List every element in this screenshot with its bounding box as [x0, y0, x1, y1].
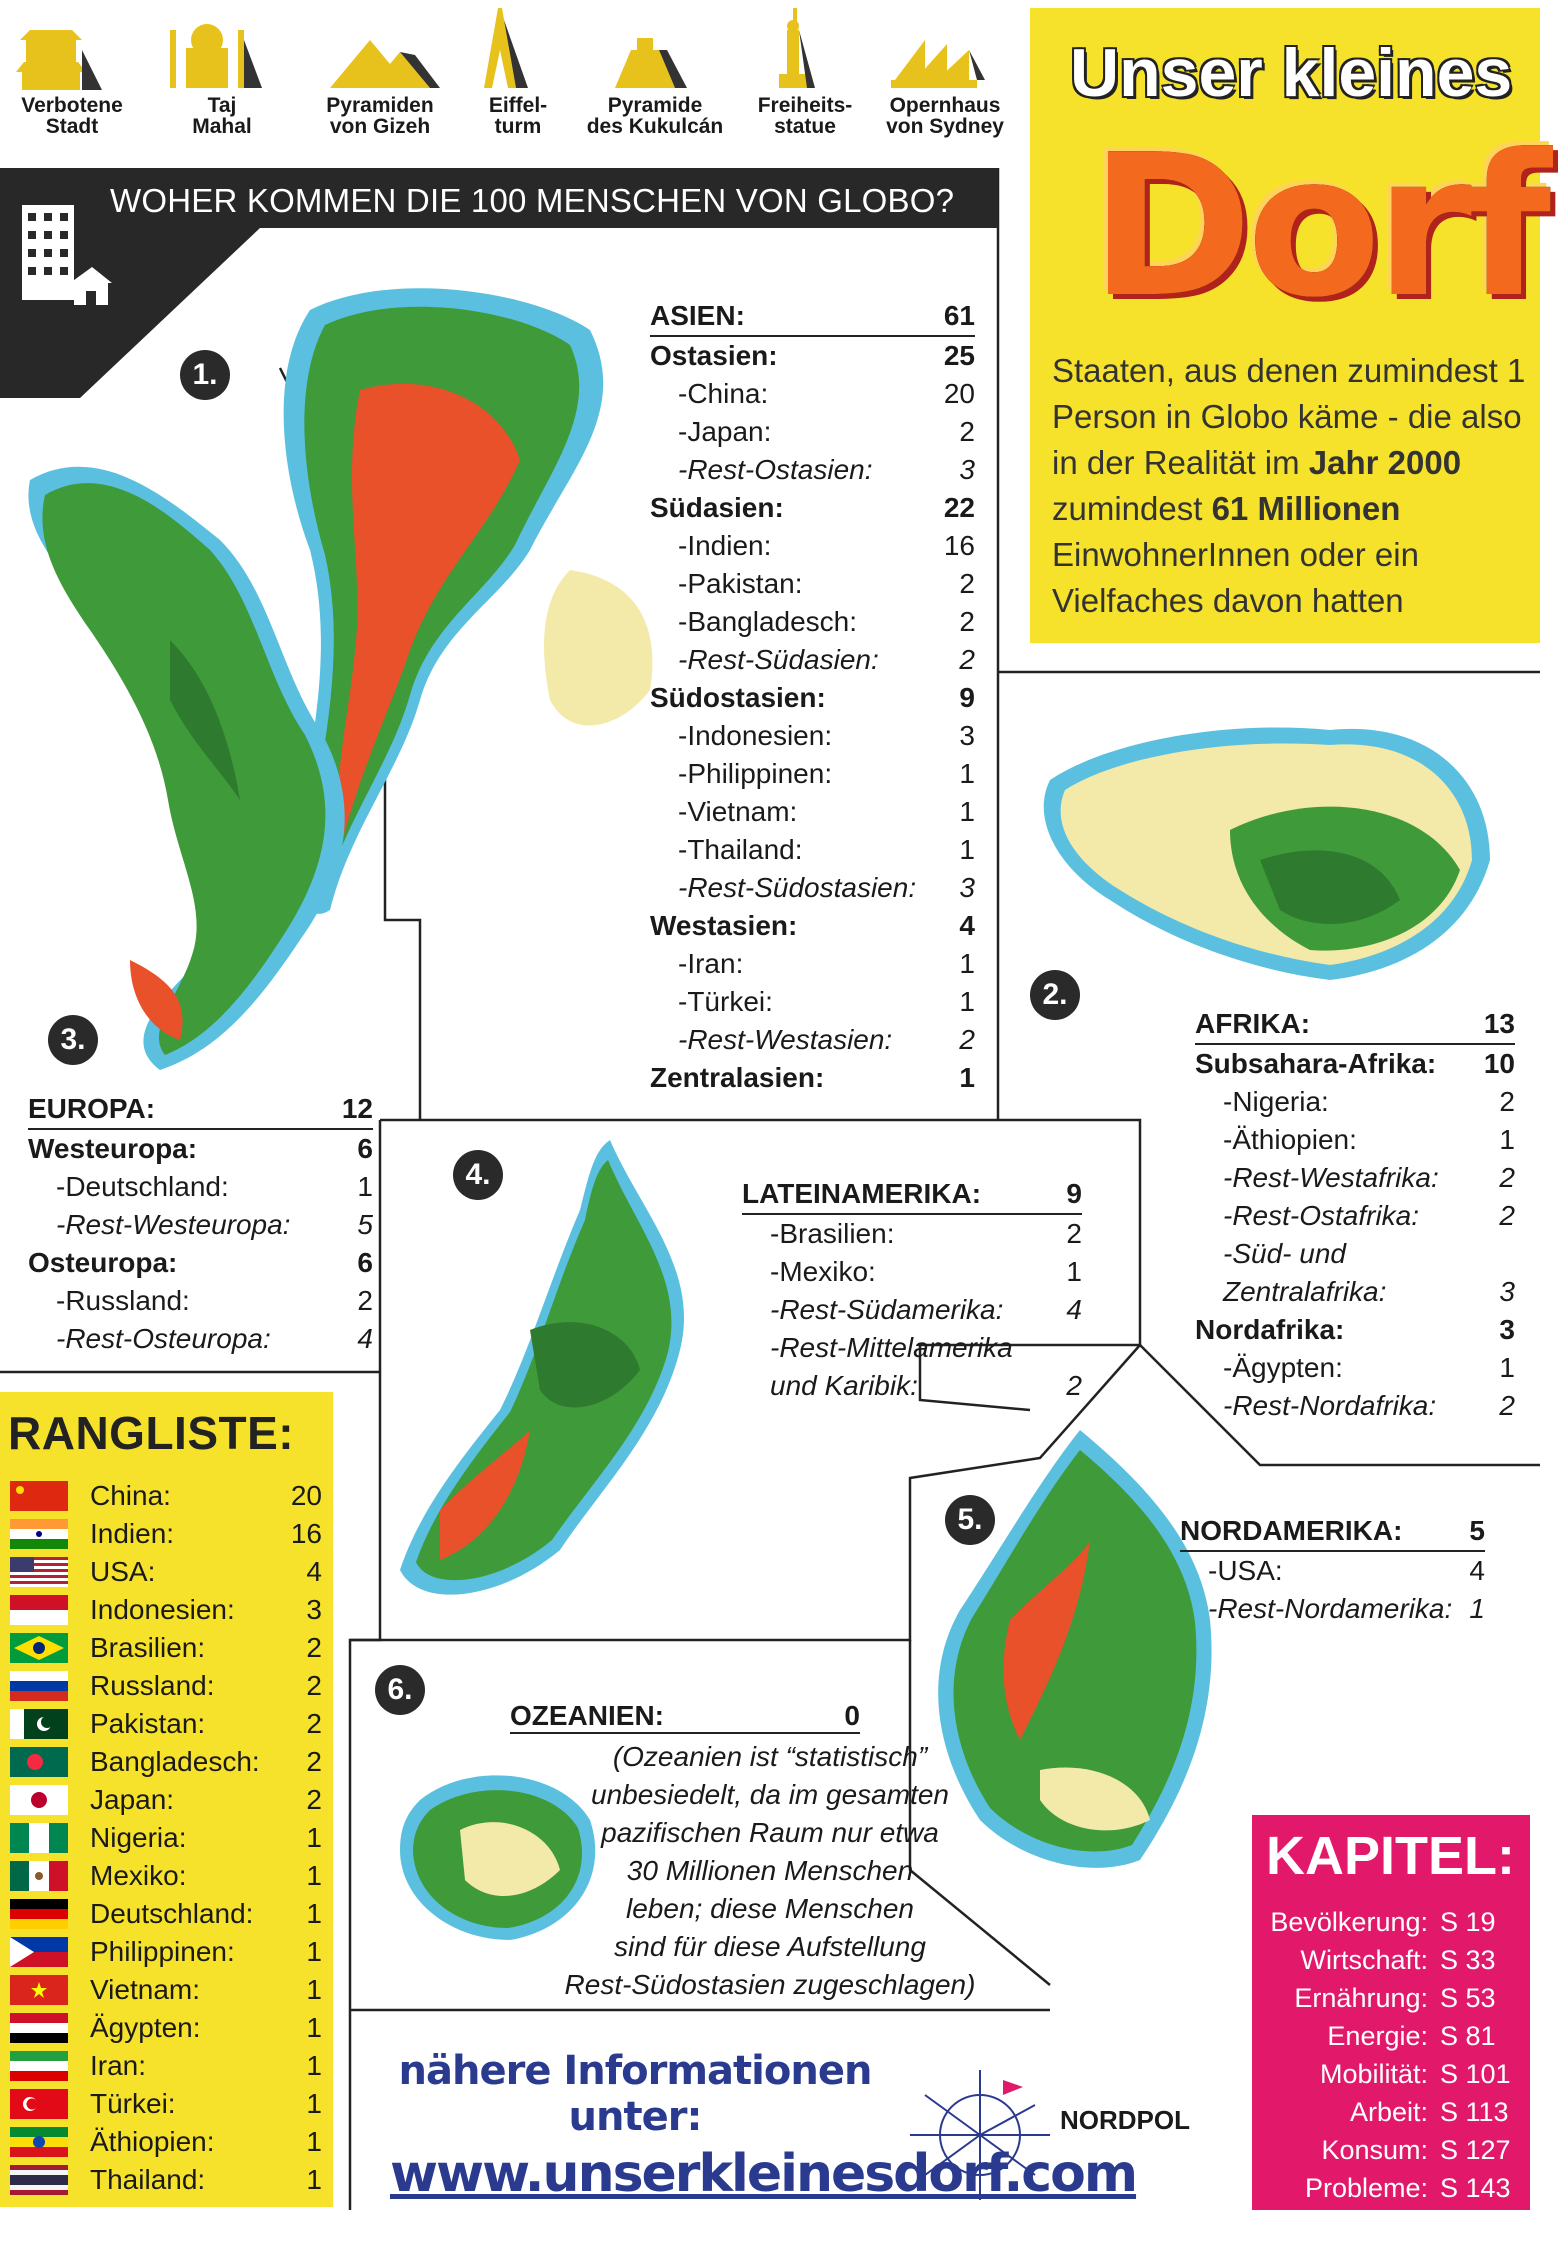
africa-row: -Rest-Westafrika: 2: [1223, 1162, 1515, 1193]
oceania-block: [510, 1700, 1030, 2004]
ranking-value: 1: [306, 1822, 322, 1853]
ranking-item: [10, 1629, 322, 1667]
europe-header: EUROPA: 12: [28, 1090, 373, 1130]
flag-bangladesh-icon: [10, 1747, 68, 1777]
ranking-item: [10, 1705, 322, 1743]
landmark-label: Eiffel- turm: [488, 94, 548, 138]
ranking-item: [10, 1477, 322, 1515]
ranking-country: Bangladesch:: [90, 1746, 260, 1777]
ranking-panel: [0, 1392, 333, 2207]
flag-turkey-icon: [10, 2089, 68, 2119]
statue-of-liberty-icon: [745, 0, 865, 95]
map-latin-america: [380, 1130, 720, 1610]
ranking-item: [10, 1667, 322, 1705]
table-asia: [650, 297, 975, 1097]
latin-america-row: -Brasilien: 2: [770, 1218, 1082, 1249]
ranking-country: Deutschland:: [90, 1898, 254, 1929]
flag-pakistan-icon: [10, 1709, 68, 1739]
table-europe: [28, 1090, 373, 1358]
flag-egypt-icon: [10, 2013, 68, 2043]
ranking-item: [10, 2123, 322, 2161]
building-icon: [22, 205, 112, 315]
landmark-row: [0, 0, 1020, 160]
chapter-item[interactable]: Bevölkerung: S 19: [1270, 1907, 1496, 1937]
chapter-title: KAPITEL:: [1266, 1826, 1515, 1886]
title-box: [1030, 8, 1546, 643]
landmark-statue-of-liberty: [735, 0, 875, 137]
chapter-item[interactable]: Energie: S 81: [1327, 2021, 1496, 2051]
ranking-country: Japan:: [90, 1784, 175, 1815]
ranking-item: [10, 1857, 322, 1895]
map-europe: [20, 440, 440, 1080]
table-africa: [1195, 1005, 1515, 1425]
flag-philippines-icon: [10, 1937, 68, 1967]
table-latin-america: [742, 1175, 1082, 1405]
asia-row: Südasien: 22: [650, 492, 975, 523]
africa-row: Zentralafrika: 3: [1223, 1276, 1515, 1307]
asia-row: -Rest-Ostasien: 3: [678, 454, 975, 485]
ranking-item: [10, 1895, 322, 1933]
latin-america-row: und Karibik: 2: [770, 1370, 1082, 1401]
eiffel-tower-icon: [458, 0, 578, 95]
africa-row: -Süd- und: [1223, 1238, 1346, 1269]
flag-india-icon: [10, 1519, 68, 1549]
africa-header: AFRIKA: 13: [1195, 1005, 1515, 1045]
ranking-item: [10, 1781, 322, 1819]
ranking-country: USA:: [90, 1556, 156, 1587]
ranking-country: Mexiko:: [90, 1860, 187, 1891]
flag-china-icon: [10, 1481, 68, 1511]
ranking-country: Brasilien:: [90, 1632, 206, 1663]
chapter-item[interactable]: Arbeit: S 113: [1349, 2097, 1509, 2127]
chapter-item[interactable]: Wirtschaft: S 33: [1300, 1945, 1496, 1975]
pyramids-icon: [320, 0, 440, 95]
flag-ethiopia-icon: [10, 2127, 68, 2157]
asia-row: -Philippinen: 1: [678, 758, 975, 789]
chapter-item[interactable]: Probleme: S 143: [1304, 2173, 1511, 2203]
ranking-country: Philippinen:: [90, 1936, 235, 1967]
ranking-value: 2: [306, 1746, 322, 1777]
asia-row: -Indien: 16: [678, 530, 975, 561]
region-number-3: 3.: [48, 1015, 98, 1065]
ranking-value: 3: [306, 1594, 322, 1625]
flag-germany-icon: [10, 1899, 68, 1929]
ranking-country: Thailand:: [90, 2164, 206, 2195]
africa-row: -Rest-Nordafrika: 2: [1223, 1390, 1515, 1421]
ranking-list: [10, 1477, 322, 2199]
ranking-value: 2: [306, 1784, 322, 1815]
ranking-item: [10, 1933, 322, 1971]
ranking-value: 1: [306, 1860, 322, 1891]
asia-row: -Rest-Südostasien: 3: [678, 872, 975, 903]
ranking-country: Türkei:: [90, 2088, 176, 2119]
flag-indonesia-icon: [10, 1595, 68, 1625]
forbidden-city-icon: [12, 0, 132, 95]
ranking-value: 1: [306, 2126, 322, 2157]
asia-row: -China: 20: [678, 378, 975, 409]
landmark-taj-mahal: [152, 0, 292, 137]
ranking-item: [10, 1515, 322, 1553]
europe-row: -Rest-Osteuropa: 4: [56, 1323, 373, 1354]
ranking-item: [10, 1591, 322, 1629]
latin-america-row: -Rest-Südamerika: 4: [770, 1294, 1082, 1325]
ranking-value: 1: [306, 1936, 322, 1967]
asia-row: -Bangladesch: 2: [678, 606, 975, 637]
ranking-value: 20: [290, 1480, 322, 1511]
landmark-sydney-opera: [875, 0, 1015, 137]
europe-row: Westeuropa: 6: [28, 1133, 373, 1164]
ranking-item: [10, 2161, 322, 2199]
ranking-title: RANGLISTE:: [8, 1407, 295, 1459]
ranking-country: Indien:: [90, 1518, 175, 1549]
asia-row: Zentralasien: 1: [650, 1062, 975, 1093]
asia-header: ASIEN: 61: [650, 297, 975, 337]
title-line-2: Dorf: [1090, 113, 1546, 341]
flag-thailand-icon: [10, 2165, 68, 2195]
asia-row: -Rest-Westasien: 2: [678, 1024, 975, 1055]
ranking-item: [10, 2009, 322, 2047]
region-number-5: 5.: [945, 1495, 995, 1545]
oceania-header: OZEANIEN: 0: [510, 1700, 860, 1734]
ranking-item: [10, 1971, 322, 2009]
asia-row: Südostasien: 9: [650, 682, 975, 713]
ranking-country: Russland:: [90, 1670, 215, 1701]
ranking-country: Iran:: [90, 2050, 147, 2081]
asia-row: -Pakistan: 2: [678, 568, 975, 599]
asia-row: Ostasien: 25: [650, 340, 975, 371]
main-question: WOHER KOMMEN DIE 100 MENSCHEN VON GLOBO?: [110, 182, 955, 219]
flag-usa-icon: [10, 1557, 68, 1587]
ranking-country: Indonesien:: [90, 1594, 235, 1625]
chapter-item[interactable]: Mobilität: S 101: [1319, 2059, 1511, 2089]
ranking-value: 1: [306, 1898, 322, 1929]
chapter-list: [1258, 1903, 1516, 2207]
ranking-value: 1: [306, 2088, 322, 2119]
map-africa: [1030, 700, 1510, 1000]
north-america-row: -Rest-Nordamerika: 1: [1208, 1593, 1485, 1624]
title-description: Staaten, aus denen zumindest 1 Person in Globo käme - die also in der Realität im Jahr 2000 zumindest 61 Millionen EinwohnerInnen oder ein Vielfaches davon hatten: [1052, 352, 1526, 619]
ranking-country: Nigeria:: [90, 1822, 187, 1853]
flag-vietnam-icon: [10, 1975, 68, 2005]
more-info-label: nähere Informationen unter:: [398, 2048, 872, 2140]
europe-row: -Russland: 2: [56, 1285, 373, 1316]
table-north-america: [1180, 1512, 1485, 1628]
asia-row: Westasien: 4: [650, 910, 975, 941]
oceania-note: (Ozeanien ist “statistisch” unbesiedelt, da im gesamten pazifischen Raum nur etwa 30 Millionen Menschen leben; diese Menschen sind für diese Aufstellung Rest-Südostasien zugeschlagen): [564, 1741, 976, 2000]
ranking-value: 2: [306, 1708, 322, 1739]
flag-japan-icon: [10, 1785, 68, 1815]
region-number-6: 6.: [375, 1665, 425, 1715]
landmark-label: Freiheits- statue: [757, 94, 853, 138]
landmark-label: Opernhaus von Sydney: [886, 94, 1004, 138]
region-number-2: 2.: [1030, 970, 1080, 1020]
ranking-value: 2: [306, 1632, 322, 1663]
landmark-label: Verbotene Stadt: [21, 94, 123, 138]
europe-row: -Rest-Westeuropa: 5: [56, 1209, 373, 1240]
ranking-country: Äthiopien:: [90, 2126, 215, 2157]
asia-row: -Vietnam: 1: [678, 796, 975, 827]
flag-russia-icon: [10, 1671, 68, 1701]
chapter-panel: [1252, 1815, 1530, 2210]
ranking-country: Ägypten:: [90, 2012, 201, 2043]
africa-row: -Nigeria: 2: [1223, 1086, 1515, 1117]
flag-nigeria-icon: [10, 1823, 68, 1853]
asia-row: -Iran: 1: [678, 948, 975, 979]
ranking-item: [10, 1553, 322, 1591]
flag-iran-icon: [10, 2051, 68, 2081]
chapter-item[interactable]: Konsum: S 127: [1321, 2135, 1511, 2165]
latin-america-row: -Rest-Mittelamerika: [770, 1332, 1013, 1363]
asia-row: -Rest-Südasien: 2: [678, 644, 975, 675]
chapter-item[interactable]: Ernährung: S 53: [1294, 1983, 1496, 2013]
ranking-country: Vietnam:: [90, 1974, 200, 2005]
ranking-item: [10, 2085, 322, 2123]
ranking-value: 16: [290, 1518, 322, 1549]
flag-mexico-icon: [10, 1861, 68, 1891]
region-number-1: 1.: [180, 350, 230, 400]
landmark-forbidden-city: [2, 0, 142, 137]
landmark-pyramids: [310, 0, 450, 137]
asia-row: -Japan: 2: [678, 416, 975, 447]
africa-row: Subsahara-Afrika: 10: [1195, 1048, 1515, 1079]
north-america-row: -USA: 4: [1208, 1555, 1485, 1586]
taj-mahal-icon: [162, 0, 282, 95]
north-america-header: NORDAMERIKA: 5: [1180, 1512, 1485, 1552]
ranking-value: 4: [306, 1556, 322, 1587]
compass-label: NORDPOL: [1060, 2105, 1190, 2135]
latin-america-row: -Mexiko: 1: [770, 1256, 1082, 1287]
ranking-country: Pakistan:: [90, 1708, 206, 1739]
africa-row: -Rest-Ostafrika: 2: [1223, 1200, 1515, 1231]
ranking-value: 1: [306, 2164, 322, 2195]
landmark-label: Taj Mahal: [192, 94, 252, 138]
flag-brazil-icon: [10, 1633, 68, 1663]
ranking-value: 2: [306, 1670, 322, 1701]
landmark-kukulcan-pyramid: [585, 0, 725, 137]
asia-row: -Türkei: 1: [678, 986, 975, 1017]
landmark-eiffel-tower: [448, 0, 588, 137]
latin-america-header: LATEINAMERIKA: 9: [742, 1175, 1082, 1215]
africa-row: -Äthiopien: 1: [1223, 1124, 1515, 1155]
kukulcan-pyramid-icon: [595, 0, 715, 95]
ranking-value: 1: [306, 1974, 322, 2005]
sydney-opera-icon: [885, 0, 1005, 95]
landmark-label: Pyramide des Kukulcán: [586, 94, 724, 138]
landmark-label: Pyramiden von Gizeh: [326, 94, 434, 138]
ranking-item: [10, 1743, 322, 1781]
question-band: [0, 168, 998, 228]
ranking-value: 1: [306, 2012, 322, 2043]
title-line-1: Unser kleines: [1070, 35, 1513, 111]
ranking-item: [10, 1819, 322, 1857]
asia-row: -Thailand: 1: [678, 834, 975, 865]
region-number-4: 4.: [453, 1150, 503, 1200]
europe-row: -Deutschland: 1: [56, 1171, 373, 1202]
asia-row: -Indonesien: 3: [678, 720, 975, 751]
ranking-country: China:: [90, 1480, 171, 1511]
ranking-item: [10, 2047, 322, 2085]
africa-row: -Ägypten: 1: [1223, 1352, 1515, 1383]
africa-row: Nordafrika: 3: [1195, 1314, 1515, 1345]
europe-row: Osteuropa: 6: [28, 1247, 373, 1278]
website-link[interactable]: www.unserkleinesdorf.com: [390, 2144, 1137, 2204]
ranking-value: 1: [306, 2050, 322, 2081]
